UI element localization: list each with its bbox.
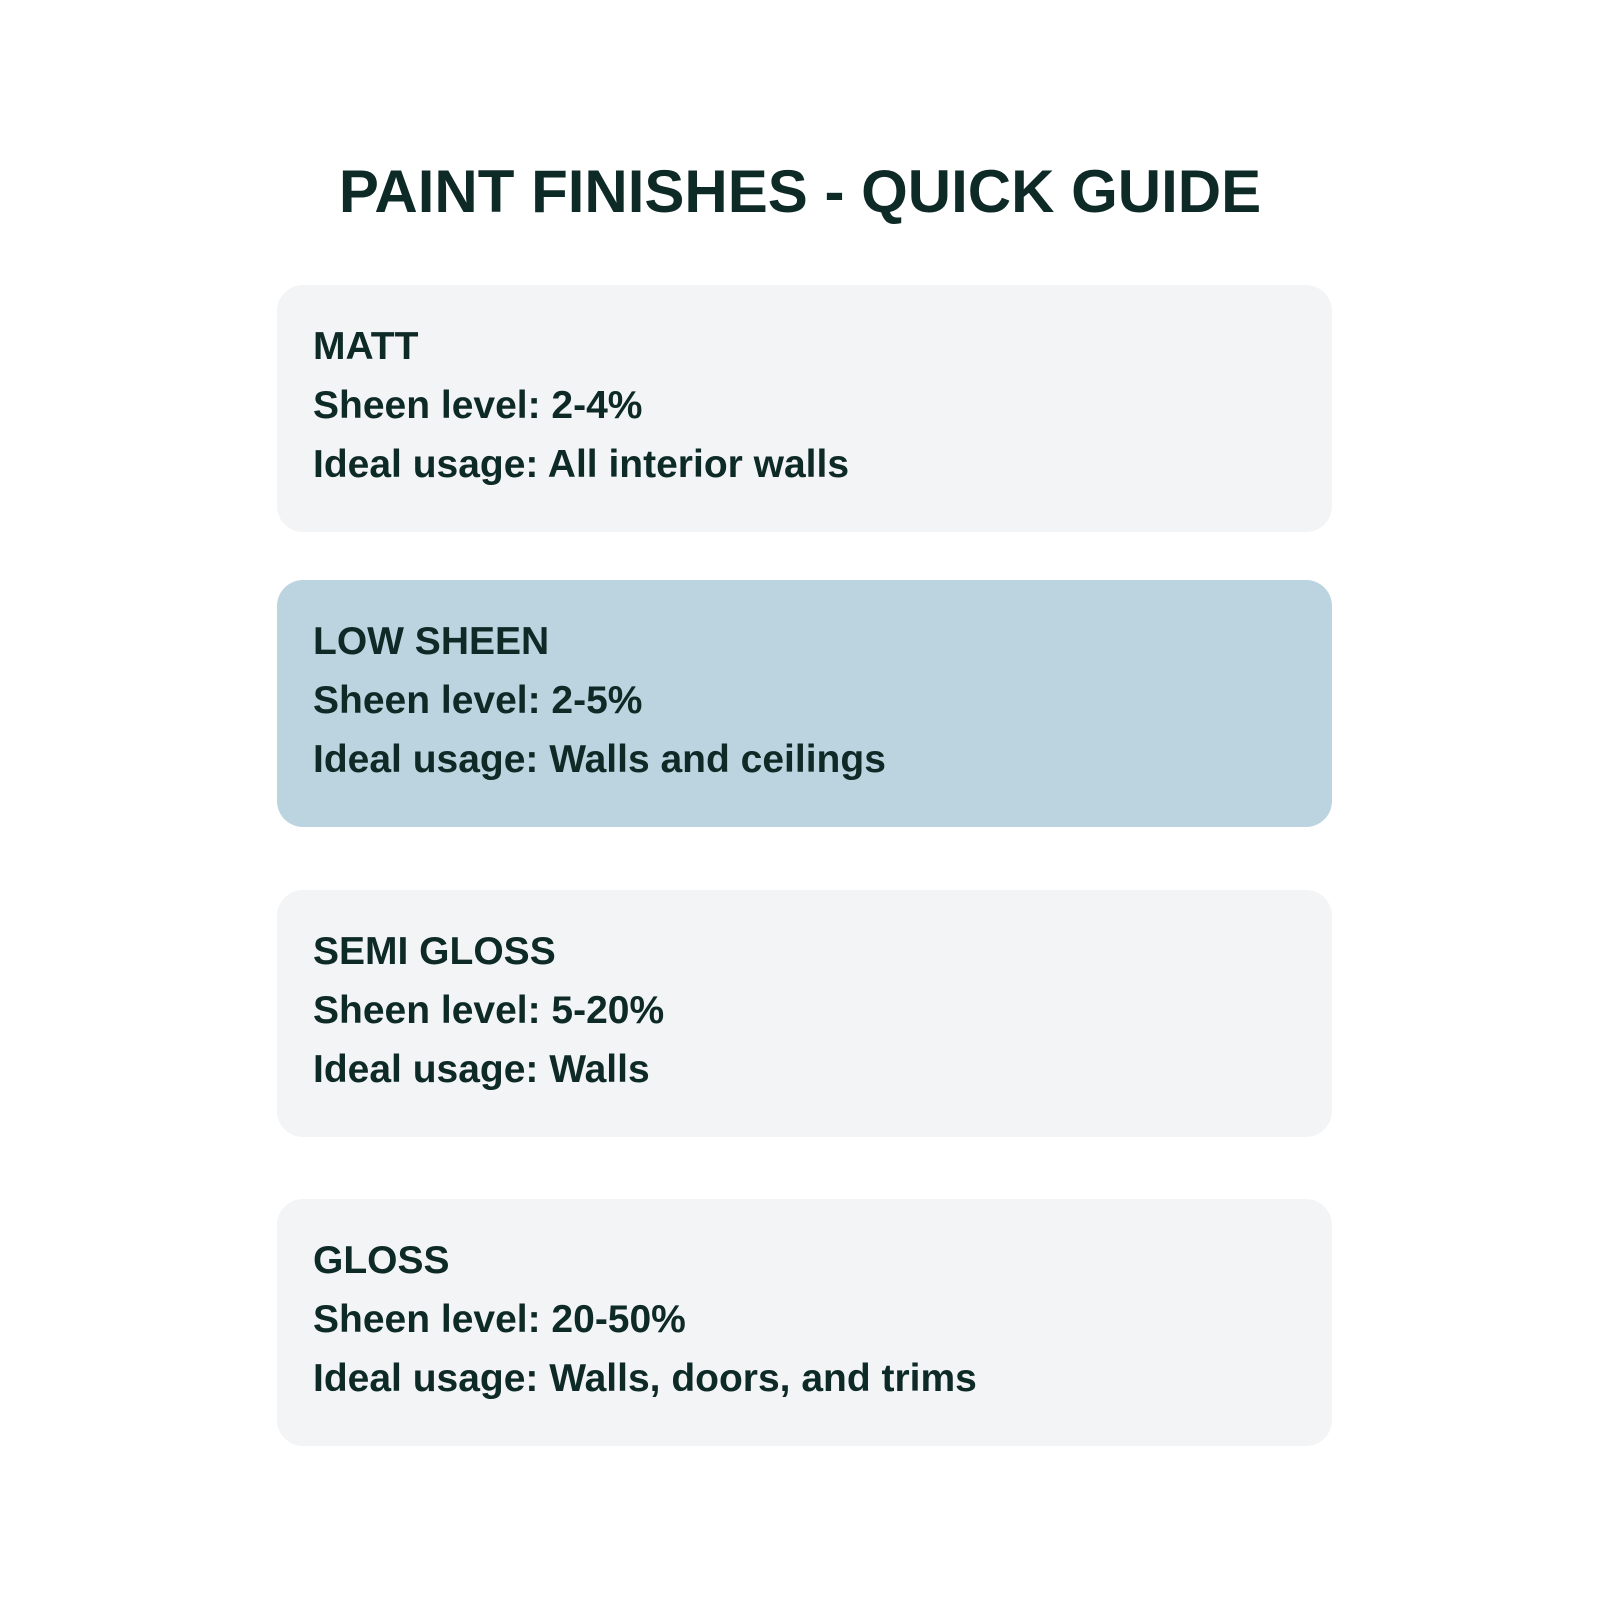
finish-ideal-usage: Ideal usage: Walls, doors, and trims bbox=[313, 1357, 977, 1400]
finish-sheen-level: Sheen level: 2-4% bbox=[313, 384, 643, 427]
finish-card-matt bbox=[277, 285, 1332, 532]
finish-name: LOW SHEEN bbox=[313, 620, 550, 663]
finish-name: GLOSS bbox=[313, 1239, 450, 1282]
finish-card-gloss bbox=[277, 1199, 1332, 1446]
finish-name: SEMI GLOSS bbox=[313, 930, 556, 973]
page-title: PAINT FINISHES - QUICK GUIDE bbox=[338, 158, 1262, 225]
finish-ideal-usage: Ideal usage: All interior walls bbox=[313, 443, 850, 486]
finish-sheen-level: Sheen level: 20-50% bbox=[313, 1298, 686, 1341]
finish-ideal-usage: Ideal usage: Walls bbox=[313, 1048, 650, 1091]
finish-sheen-level: Sheen level: 2-5% bbox=[313, 679, 643, 722]
finish-card-semi-gloss bbox=[277, 890, 1332, 1137]
finish-sheen-level: Sheen level: 5-20% bbox=[313, 989, 665, 1032]
finish-name: MATT bbox=[313, 325, 419, 368]
finish-ideal-usage: Ideal usage: Walls and ceilings bbox=[313, 738, 886, 781]
finish-card-low-sheen bbox=[277, 580, 1332, 827]
